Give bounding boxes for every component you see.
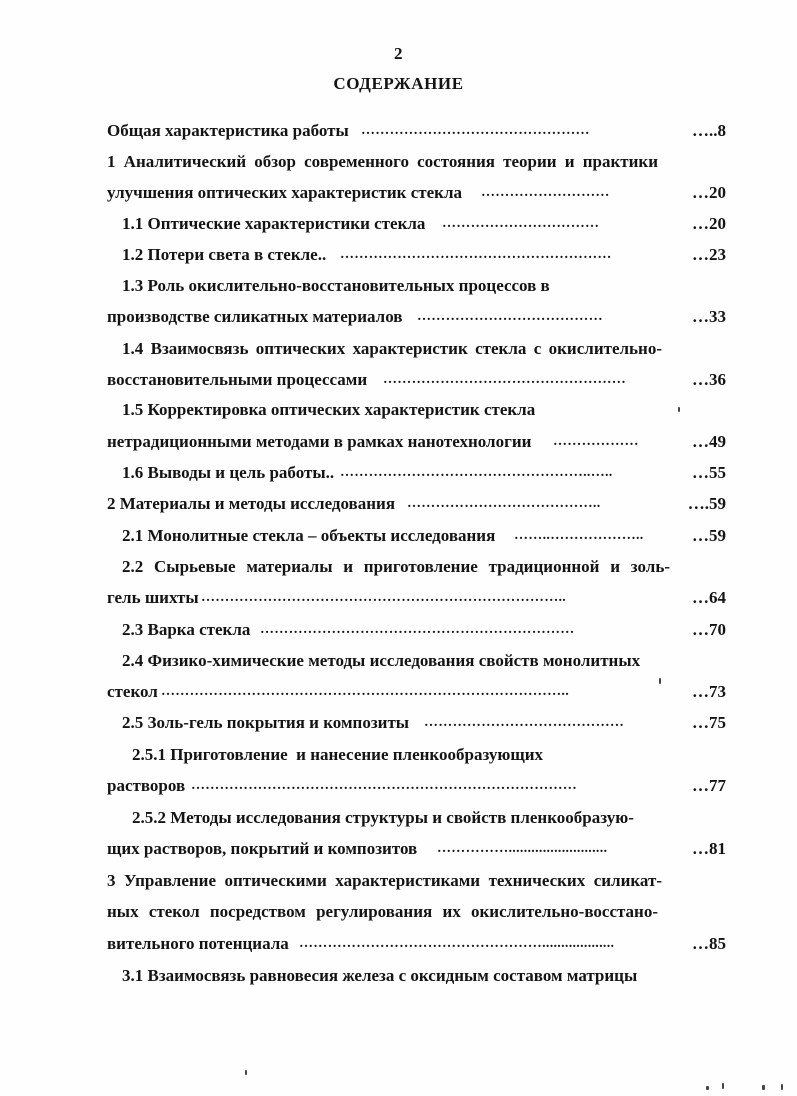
toc-entry-dots: ………………………………….. [407, 496, 601, 511]
toc-entry-dots: ………………………………………………… [340, 247, 612, 262]
toc-entry [122, 618, 726, 642]
toc-entry-page: …..8 [692, 121, 726, 140]
toc-entry [107, 869, 662, 893]
toc-entry-page: …59 [692, 526, 726, 545]
toc-entry-page: …20 [692, 214, 726, 233]
toc-entry-text: 2.5.2 Методы исследования структуры и свойств пленкообразую- [132, 808, 634, 827]
toc-entry [107, 430, 726, 454]
toc-entry-dots: ……………………… [481, 185, 610, 200]
scan-speck [781, 1084, 783, 1090]
toc-entry-text: 2.2 Сырьевые материалы и приготовление традиционной и золь- [122, 557, 670, 576]
toc-entry [107, 305, 726, 329]
toc-entry-text: гель шихты [107, 588, 199, 607]
toc-entry-page: …33 [692, 307, 726, 326]
toc-entry-text: вительного потенциала [107, 934, 289, 953]
toc-entry [132, 806, 660, 830]
toc-entry-dots: ……………………………………………..….. [340, 465, 613, 480]
toc-entry [107, 492, 726, 516]
toc-entry [107, 586, 726, 610]
toc-entry-dots: ………………………………………………………………………….. [161, 684, 569, 699]
toc-entry-text: производстве силикатных материалов [107, 307, 403, 326]
toc-entry [122, 274, 582, 298]
toc-entry [107, 680, 726, 704]
scan-speck [678, 407, 680, 412]
toc-entry-page: …23 [692, 245, 726, 264]
toc-entry [107, 150, 658, 174]
page-title: СОДЕРЖАНИЕ [333, 74, 464, 93]
toc-entry-text: 1 Аналитический обзор современного состояния теории и практики [107, 152, 658, 171]
toc-entry-text: 1.5 Корректировка оптических характеристик стекла [122, 400, 536, 419]
toc-entry-text: 2.3 Варка стекла [122, 620, 251, 639]
toc-entry [107, 774, 726, 798]
toc-entry-page: …20 [692, 183, 726, 202]
toc-entry-dots: ………………………………………………………………….. [201, 590, 567, 605]
toc-entry-page: …49 [692, 432, 726, 451]
toc-entry-text: стекол [107, 682, 158, 701]
toc-entry-text: 1.3 Роль окислительно-восстановительных процессов в [122, 276, 550, 295]
toc-entry [122, 398, 562, 422]
toc-entry-text: 2.5 Золь-гель покрытия и композиты [122, 713, 410, 732]
toc-entry-page: …77 [692, 776, 726, 795]
toc-entry-page: …70 [692, 620, 726, 639]
toc-entry [122, 337, 662, 361]
scan-speck [659, 678, 661, 684]
toc-entry-dots: …………….......................... [437, 841, 608, 856]
toc-entry-page: …64 [692, 588, 726, 607]
toc-entry-page: …85 [692, 934, 726, 953]
toc-entry-page: …36 [692, 370, 726, 389]
toc-entry-text: 3.1 Взаимосвязь равновесия железа с оксидным составом матрицы [122, 966, 638, 985]
toc-entry-text: восстановительными процессами [107, 370, 368, 389]
toc-entry-dots: ……………………………………………................... [299, 936, 615, 951]
toc-entry [107, 900, 658, 924]
toc-entry-dots: ……………………………………………………………………… [191, 778, 578, 793]
toc-entry-text: щих растворов, покрытий и композитов [107, 839, 418, 858]
toc-entry-page: …73 [692, 682, 726, 701]
toc-entry-page: …75 [692, 713, 726, 732]
toc-entry [107, 181, 726, 205]
toc-entry [107, 368, 726, 392]
toc-entry [122, 524, 726, 548]
toc-entry-text: 1.4 Взаимосвязь оптических характеристик стекла с окислительно- [122, 339, 662, 358]
toc-entry-page: ….59 [687, 494, 726, 513]
toc-entry-dots: …………………………………… [424, 715, 625, 730]
toc-entry [122, 461, 726, 485]
toc-entry-page: …81 [692, 839, 726, 858]
scan-speck [245, 1070, 247, 1075]
toc-entry-text: 1.6 Выводы и цель работы.. [122, 463, 335, 482]
toc-entry-text: 1.2 Потери света в стекле.. [122, 245, 327, 264]
scan-speck [706, 1086, 709, 1090]
toc-entry [107, 837, 726, 861]
toc-entry-text: 3 Управление оптическими характеристиками технических силикат- [107, 871, 662, 890]
toc-entry-text: 1.1 Оптические характеристики стекла [122, 214, 426, 233]
toc-entry-text: улучшения оптических характеристик стекла [107, 183, 462, 202]
toc-entry [122, 555, 670, 579]
toc-entry [122, 243, 726, 267]
toc-entry-text: нетрадиционными методами в рамках нанотехнологии [107, 432, 532, 451]
toc-entry-text: 2.1 Монолитные стекла – объекты исследования [122, 526, 496, 545]
toc-entry-text: растворов [107, 776, 186, 795]
toc-entry-text: 2.5.1 Приготовление и нанесение пленкообразующих [132, 745, 544, 764]
toc-entry-text: ных стекол посредством регулирования их окислительно-восстано- [107, 902, 658, 921]
toc-entry-dots: …………………………… [442, 216, 600, 231]
toc-entry-dots: ………………………………… [417, 309, 603, 324]
toc-entry-dots: ………………………………………………………… [260, 622, 575, 637]
scan-speck [762, 1085, 765, 1090]
toc-entry-dots: ……………… [553, 434, 639, 449]
toc-entry [107, 932, 726, 956]
toc-entry-text: 2 Материалы и методы исследования [107, 494, 396, 513]
toc-entry [122, 649, 662, 673]
toc-entry [122, 964, 662, 988]
toc-entry [122, 711, 726, 735]
toc-entry-text: 2.4 Физико-химические методы исследования свойств монолитных [122, 651, 641, 670]
scan-speck [722, 1083, 724, 1089]
page-number: 2 [394, 44, 403, 63]
toc-entry [132, 743, 582, 767]
toc-entry-dots: …………………………………………… [383, 372, 627, 387]
toc-entry [122, 212, 726, 236]
toc-entry-dots: ……..……………….. [514, 528, 644, 543]
toc-entry-text: Общая характеристика работы [107, 121, 349, 140]
toc-entry [107, 119, 726, 143]
toc-entry-page: …55 [692, 463, 726, 482]
toc-entry-dots: ………………………………………… [361, 123, 590, 138]
